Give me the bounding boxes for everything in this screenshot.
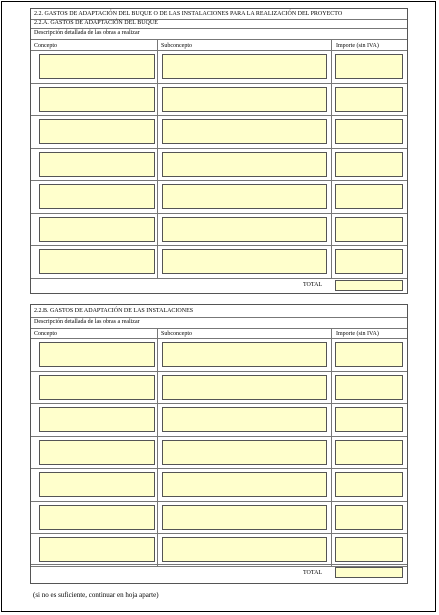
section-subtitle: 2.2.B. GASTOS DE ADAPTACIÓN DE LAS INSTALACIONES xyxy=(34,308,194,314)
concepto-field[interactable] xyxy=(39,54,155,79)
row-divider xyxy=(31,468,407,469)
description-label: Descripción detallada de las obras a realizar xyxy=(34,319,140,325)
col-concepto-header: Concepto xyxy=(34,43,57,49)
total-label: TOTAL xyxy=(303,282,323,288)
divider xyxy=(31,39,407,40)
row-divider xyxy=(31,148,407,149)
concepto-field[interactable] xyxy=(39,407,155,432)
subconcepto-field[interactable] xyxy=(162,119,327,144)
col-importe-header: Importe (sin IVA) xyxy=(336,43,379,49)
row-divider xyxy=(31,403,407,404)
importe-field[interactable] xyxy=(335,249,403,274)
subconcepto-field[interactable] xyxy=(162,375,327,400)
row-divider xyxy=(31,436,407,437)
concepto-field[interactable] xyxy=(39,152,155,177)
row-divider xyxy=(31,180,407,181)
importe-field[interactable] xyxy=(335,184,403,209)
section-buque xyxy=(30,8,408,294)
subconcepto-field[interactable] xyxy=(162,537,327,562)
importe-field[interactable] xyxy=(335,119,403,144)
concepto-field[interactable] xyxy=(39,217,155,242)
divider xyxy=(31,338,407,339)
concepto-field[interactable] xyxy=(39,249,155,274)
col-subconcepto-header: Subconcepto xyxy=(161,43,192,49)
row-divider xyxy=(31,115,407,116)
subconcepto-field[interactable] xyxy=(162,249,327,274)
importe-field[interactable] xyxy=(335,152,403,177)
importe-field[interactable] xyxy=(335,87,403,112)
total-label: TOTAL xyxy=(303,570,323,576)
subconcepto-field[interactable] xyxy=(162,440,327,465)
divider xyxy=(31,328,407,329)
column-divider xyxy=(157,328,158,566)
row-divider xyxy=(31,371,407,372)
importe-field[interactable] xyxy=(335,375,403,400)
importe-field[interactable] xyxy=(335,472,403,497)
concepto-field[interactable] xyxy=(39,472,155,497)
divider xyxy=(31,28,407,29)
row-divider xyxy=(31,278,407,279)
importe-field[interactable] xyxy=(335,342,403,367)
subconcepto-field[interactable] xyxy=(162,87,327,112)
row-divider xyxy=(31,213,407,214)
subconcepto-field[interactable] xyxy=(162,472,327,497)
total-field[interactable] xyxy=(335,280,403,291)
concepto-field[interactable] xyxy=(39,505,155,530)
importe-field[interactable] xyxy=(335,407,403,432)
concepto-field[interactable] xyxy=(39,440,155,465)
column-divider xyxy=(331,328,332,566)
row-divider xyxy=(31,245,407,246)
description-label: Descripción detallada de las obras a realizar xyxy=(34,30,140,36)
importe-field[interactable] xyxy=(335,217,403,242)
section-title: 2.2. GASTOS DE ADAPTACIÓN DEL BUQUE O DE LAS INSTALACIONES PARA LA REALIZACIÓN DEL PROYECTO xyxy=(34,11,343,17)
subconcepto-field[interactable] xyxy=(162,184,327,209)
importe-field[interactable] xyxy=(335,54,403,79)
concepto-field[interactable] xyxy=(39,342,155,367)
subconcepto-field[interactable] xyxy=(162,54,327,79)
column-divider xyxy=(331,40,332,278)
subconcepto-field[interactable] xyxy=(162,152,327,177)
col-subconcepto-header: Subconcepto xyxy=(161,331,192,337)
row-divider xyxy=(31,566,407,567)
subconcepto-field[interactable] xyxy=(162,505,327,530)
concepto-field[interactable] xyxy=(39,375,155,400)
importe-field[interactable] xyxy=(335,537,403,562)
concepto-field[interactable] xyxy=(39,87,155,112)
importe-field[interactable] xyxy=(335,440,403,465)
importe-field[interactable] xyxy=(335,505,403,530)
concepto-field[interactable] xyxy=(39,119,155,144)
subconcepto-field[interactable] xyxy=(162,342,327,367)
section-subtitle: 2.2.A. GASTOS DE ADAPTACIÓN DEL BUQUE xyxy=(34,20,158,26)
subconcepto-field[interactable] xyxy=(162,217,327,242)
divider xyxy=(31,50,407,51)
col-concepto-header: Concepto xyxy=(34,331,57,337)
total-field[interactable] xyxy=(335,567,403,578)
concepto-field[interactable] xyxy=(39,184,155,209)
col-importe-header: Importe (sin IVA) xyxy=(336,331,379,337)
footnote: (si no es suficiente, continuar en hoja aparte) xyxy=(33,591,159,599)
section-instalaciones xyxy=(30,304,408,584)
row-divider xyxy=(31,533,407,534)
subconcepto-field[interactable] xyxy=(162,407,327,432)
row-divider xyxy=(31,83,407,84)
column-divider xyxy=(157,40,158,278)
row-divider xyxy=(31,501,407,502)
divider xyxy=(31,317,407,318)
concepto-field[interactable] xyxy=(39,537,155,562)
